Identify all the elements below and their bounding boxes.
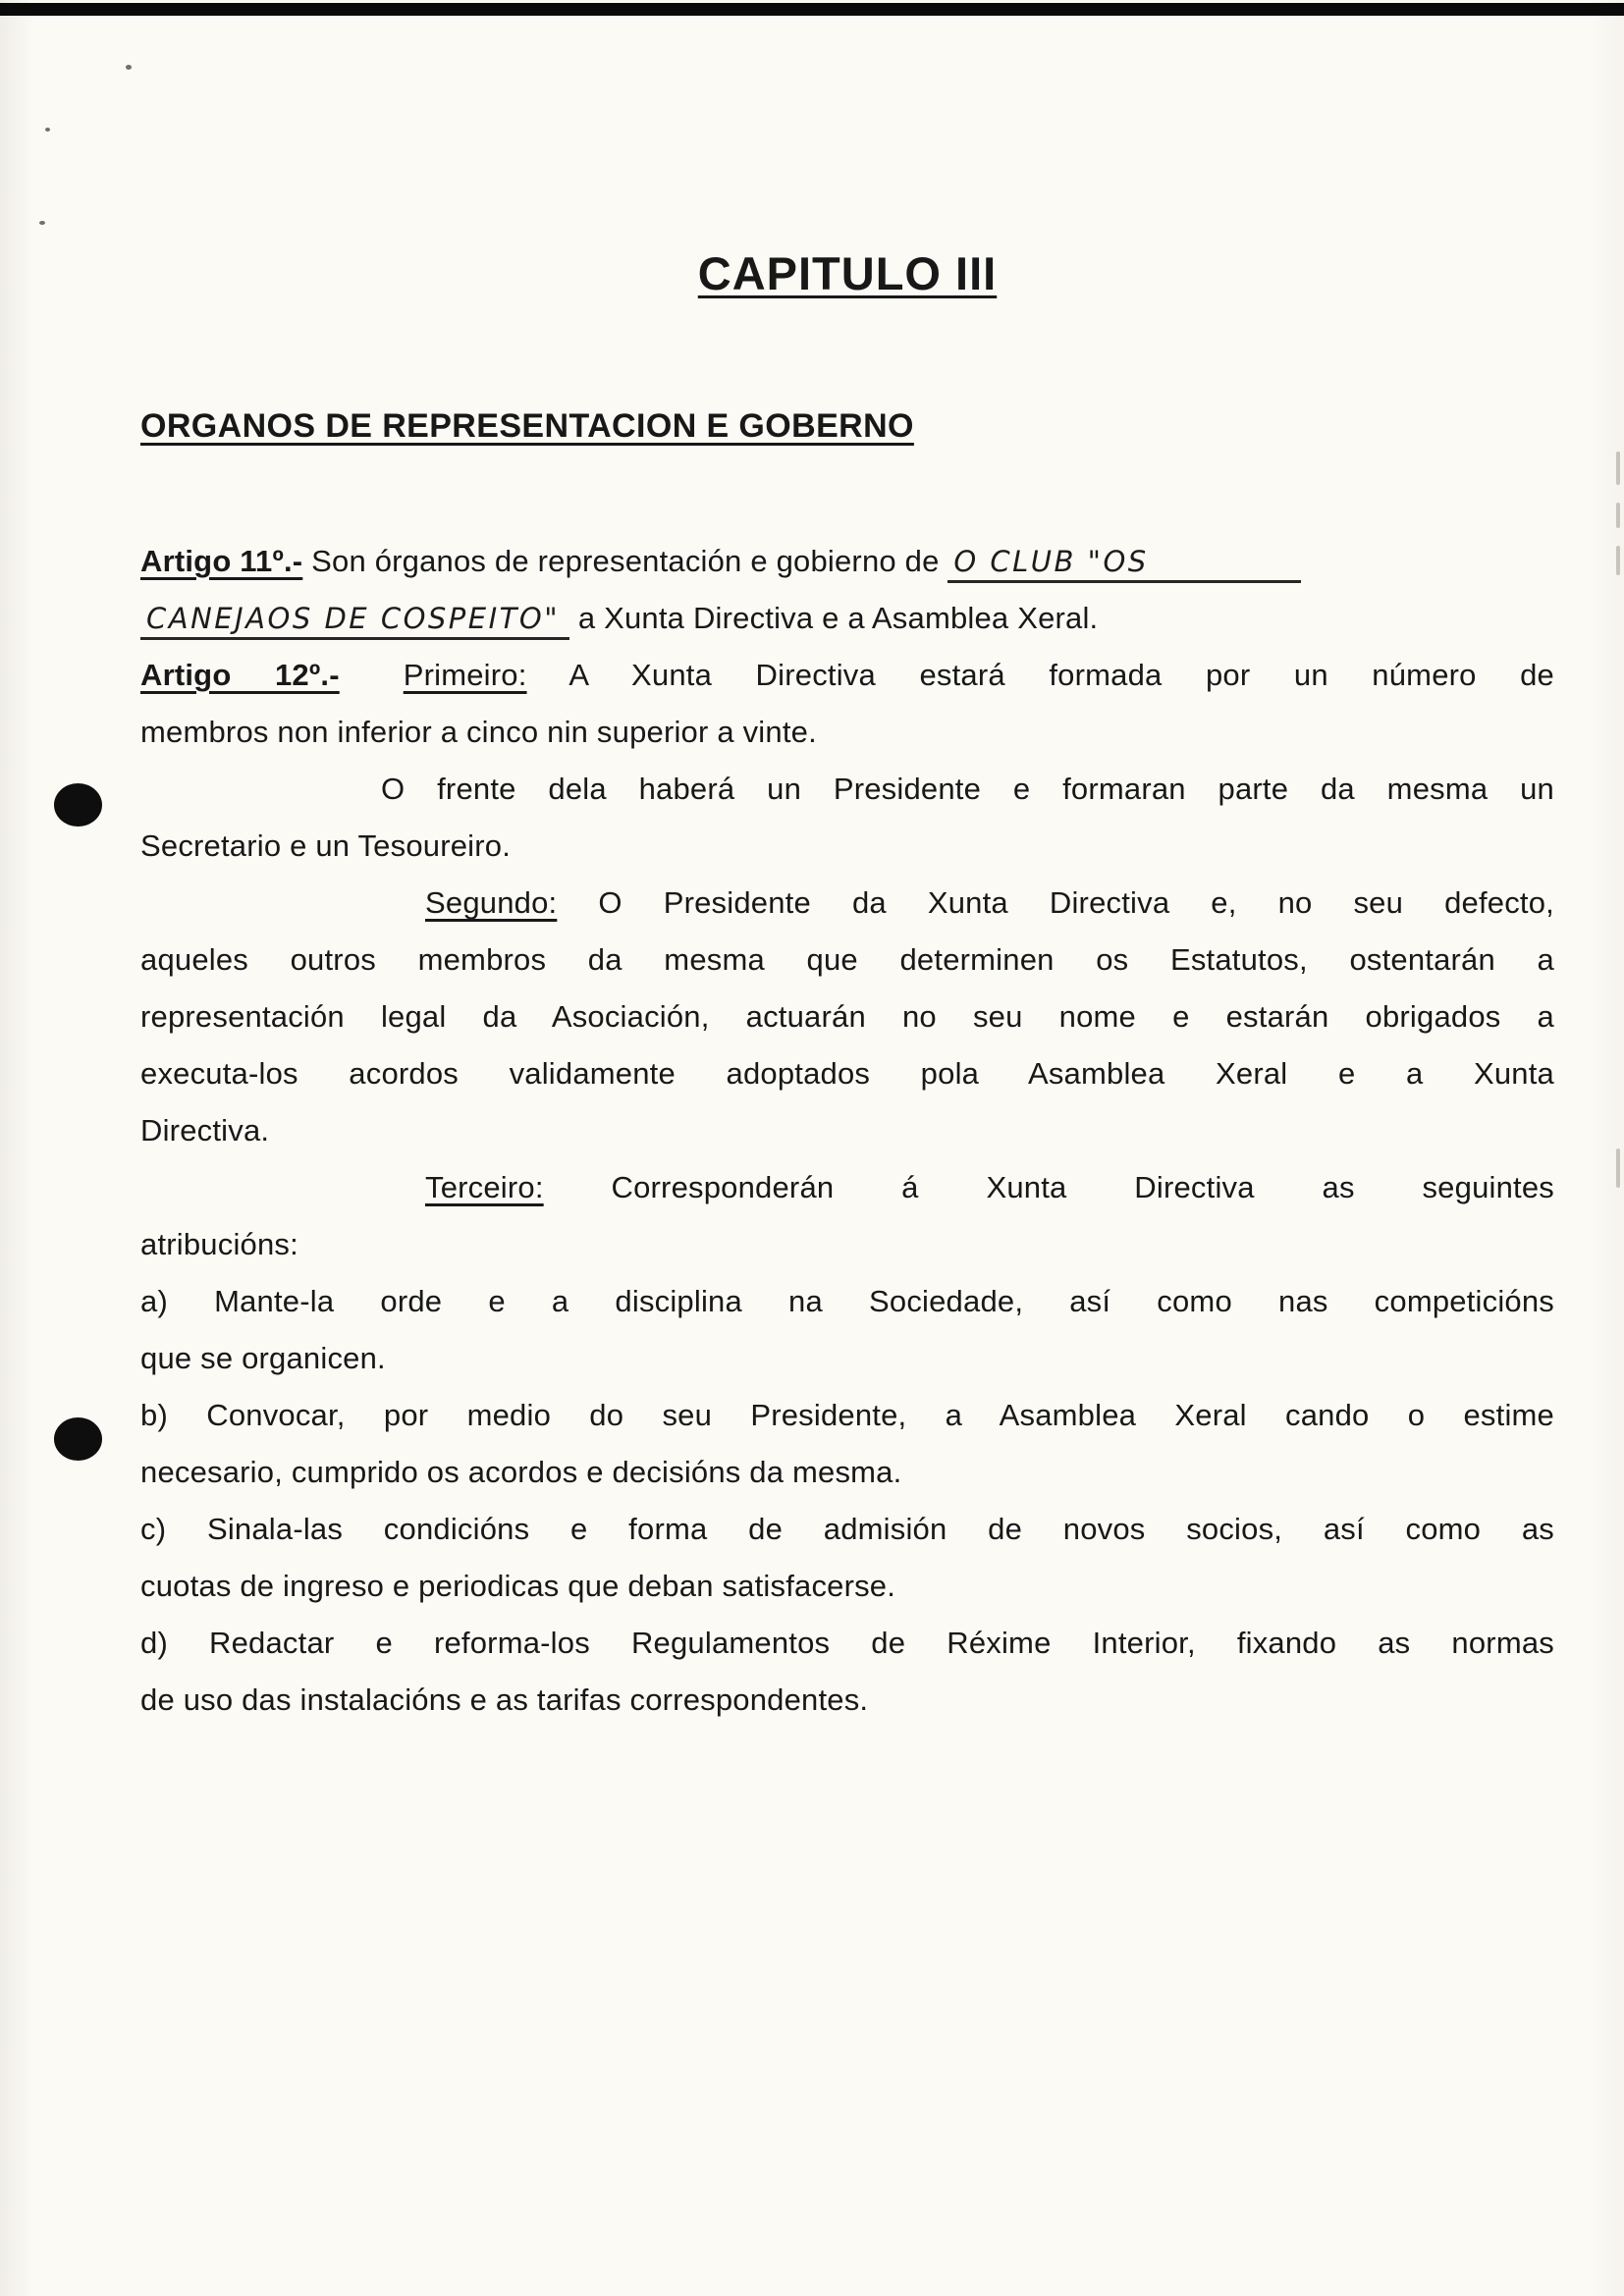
text-line: a) Mante-la orde e a disciplina na Sociedade, así como nas competicións xyxy=(140,1284,1554,1318)
text-line: b) Convocar, por medio do seu Presidente, a Asamblea Xeral cando o estime xyxy=(140,1398,1554,1432)
terceiro-label: Terceiro: xyxy=(425,1170,544,1204)
segundo-text: O Presidente da Xunta Directiva e, no seu defecto, xyxy=(557,885,1554,920)
scan-artifact xyxy=(1616,1148,1620,1188)
hole-punch-mark xyxy=(54,1417,102,1461)
text-line: cuotas de ingreso e periodicas que deban satisfacerse. xyxy=(140,1569,896,1603)
text-line: atribucións: xyxy=(140,1227,298,1261)
text-line xyxy=(140,875,1554,932)
scan-artifact xyxy=(1616,452,1620,485)
segundo-label: Segundo: xyxy=(425,885,558,920)
primeiro-text: A Xunta Directiva estará formada por un número de xyxy=(526,658,1554,692)
handwritten-club-name-line1: O CLUB "OS xyxy=(947,545,1300,583)
terceiro-paragraph xyxy=(140,1159,1554,1273)
primeiro-label: Primeiro: xyxy=(403,658,527,692)
artigo-11-label: Artigo 11º.- xyxy=(140,544,303,578)
text-line: aqueles outros membros da mesma que determinen os Estatutos, ostentarán a xyxy=(140,942,1554,977)
text-line: que se organicen. xyxy=(140,1341,386,1375)
section-heading-text: ORGANOS DE REPRESENTACION E GOBERNO xyxy=(140,407,914,445)
text-line: executa-los acordos validamente adoptados pola Asamblea Xeral e a Xunta xyxy=(140,1056,1554,1091)
scan-artifact xyxy=(1616,546,1620,575)
artigo-11-paragraph xyxy=(140,533,1554,647)
list-item-b xyxy=(140,1387,1554,1501)
text-line: necesario, cumprido os acordos e decisións da mesma. xyxy=(140,1455,902,1489)
text-line xyxy=(140,533,1554,590)
frente-paragraph xyxy=(140,761,1554,875)
segundo-paragraph xyxy=(140,875,1554,1159)
scan-artifact xyxy=(1616,503,1620,528)
text-line: c) Sinala-las condicións e forma de admisión de novos socios, así como as xyxy=(140,1512,1554,1546)
artigo-12-primeiro-paragraph xyxy=(140,647,1554,761)
text-line xyxy=(140,647,1554,704)
hole-punch-mark xyxy=(54,783,102,827)
terceiro-text: Corresponderán á Xunta Directiva as seguintes xyxy=(543,1170,1554,1204)
scan-speck xyxy=(45,128,50,132)
text-line: de uso das instalacións e as tarifas correspondentes. xyxy=(140,1682,869,1717)
artigo-11-text: Son órganos de representación e gobierno de xyxy=(302,544,948,578)
text-line: Directiva. xyxy=(140,1113,270,1148)
list-item-a xyxy=(140,1273,1554,1387)
text-line: representación legal da Asociación, actuarán no seu nome e estarán obrigados a xyxy=(140,999,1554,1034)
artigo-11-text-cont: a Xunta Directiva e a Asamblea Xeral. xyxy=(569,601,1099,635)
text-line xyxy=(140,1159,1554,1216)
section-heading xyxy=(140,402,1554,450)
scan-speck xyxy=(126,65,132,70)
page-title xyxy=(140,243,1554,304)
text-line: membros non inferior a cinco nin superior a vinte. xyxy=(140,715,817,749)
list-item-d xyxy=(140,1615,1554,1729)
scan-speck xyxy=(39,221,45,225)
document-content xyxy=(140,0,1554,1729)
page-title-text: CAPITULO III xyxy=(697,247,998,299)
list-item-c xyxy=(140,1501,1554,1615)
text-line: O frente dela haberá un Presidente e formaran parte da mesma un xyxy=(381,772,1554,806)
text-line: d) Redactar e reforma-los Regulamentos de Réxime Interior, fixando as normas xyxy=(140,1626,1554,1660)
handwritten-club-name-line2: CANEJAOS DE COSPEITO" xyxy=(140,602,569,640)
text-line: Secretario e un Tesoureiro. xyxy=(140,828,512,863)
artigo-12-label: Artigo 12º.- xyxy=(140,658,340,692)
text-line xyxy=(140,590,1554,647)
